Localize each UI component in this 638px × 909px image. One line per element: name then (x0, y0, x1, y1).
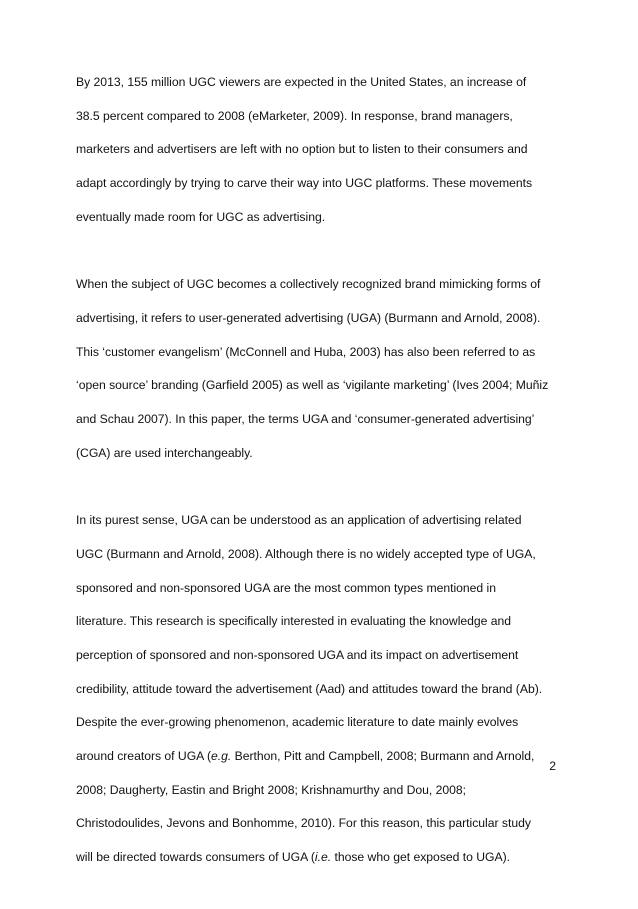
text-line-with-italic (76, 740, 576, 774)
body-text (76, 66, 576, 909)
text-line: 38.5 percent compared to 2008 (eMarketer, 2009). In response, brand managers, (76, 108, 513, 123)
paragraph-1 (76, 66, 576, 235)
text-line: When the subject of UGC becomes a collectively recognized brand mimicking forms of (76, 277, 541, 292)
text-line: perception of sponsored and non-sponsored UGA and its impact on advertisement (76, 647, 519, 662)
text-segment: Berthon, Pitt and Campbell, 2008; Burmann and Arnold, (231, 749, 535, 764)
italic-abbreviation: i.e. (314, 850, 332, 865)
text-line: adapt accordingly by trying to carve their way into UGC platforms. These movements (76, 176, 533, 191)
paragraph-2 (76, 268, 576, 470)
text-line: This ‘customer evangelism’ (McConnell and Huba, 2003) has also been referred to as (76, 344, 536, 359)
text-line: advertising, it refers to user-generated advertising (UGA) (Burmann and Arnold, 2008). (76, 310, 541, 325)
text-line: and Schau 2007). In this paper, the terms UGA and ‘consumer-generated advertising’ (76, 412, 535, 427)
text-segment: will be directed towards consumers of UGA ( (76, 850, 315, 865)
text-line: eventually made room for UGC as advertising. (76, 209, 326, 224)
text-line: (CGA) are used interchangeably. (76, 445, 253, 460)
text-line: marketers and advertisers are left with no option but to listen to their consumers and (76, 142, 528, 157)
text-line: ‘open source’ branding (Garfield 2005) as well as ‘vigilante marketing’ (Ives 2004; Muñiz (76, 378, 549, 393)
text-line: By 2013, 155 million UGC viewers are expected in the United States, an increase of (76, 75, 527, 89)
text-line: 2008; Daugherty, Eastin and Bright 2008; Krishnamurthy and Dou, 2008; (76, 782, 466, 797)
text-segment: those who get exposed to UGA). (331, 850, 511, 865)
text-line-with-italic (76, 841, 576, 875)
text-line: credibility, attitude toward the advertisement (Aad) and attitudes toward the brand (Ab). (76, 681, 543, 696)
page-number: 2 (549, 759, 556, 773)
text-line: sponsored and non-sponsored UGA are the most common types mentioned in (76, 580, 496, 595)
italic-abbreviation: e.g. (211, 749, 232, 764)
text-line: Despite the ever-growing phenomenon, academic literature to date mainly evolves (76, 715, 519, 730)
text-line: Christodoulides, Jevons and Bonhomme, 2010). For this reason, this particular study (76, 816, 531, 831)
text-line: In its purest sense, UGA can be understood as an application of advertising related (76, 513, 522, 528)
text-line: UGC (Burmann and Arnold, 2008). Although there is no widely accepted type of UGA, (76, 546, 536, 561)
text-line: literature. This research is specifically interested in evaluating the knowledge and (76, 614, 512, 629)
text-segment: around creators of UGA ( (76, 749, 211, 764)
paragraph-3 (76, 504, 576, 875)
